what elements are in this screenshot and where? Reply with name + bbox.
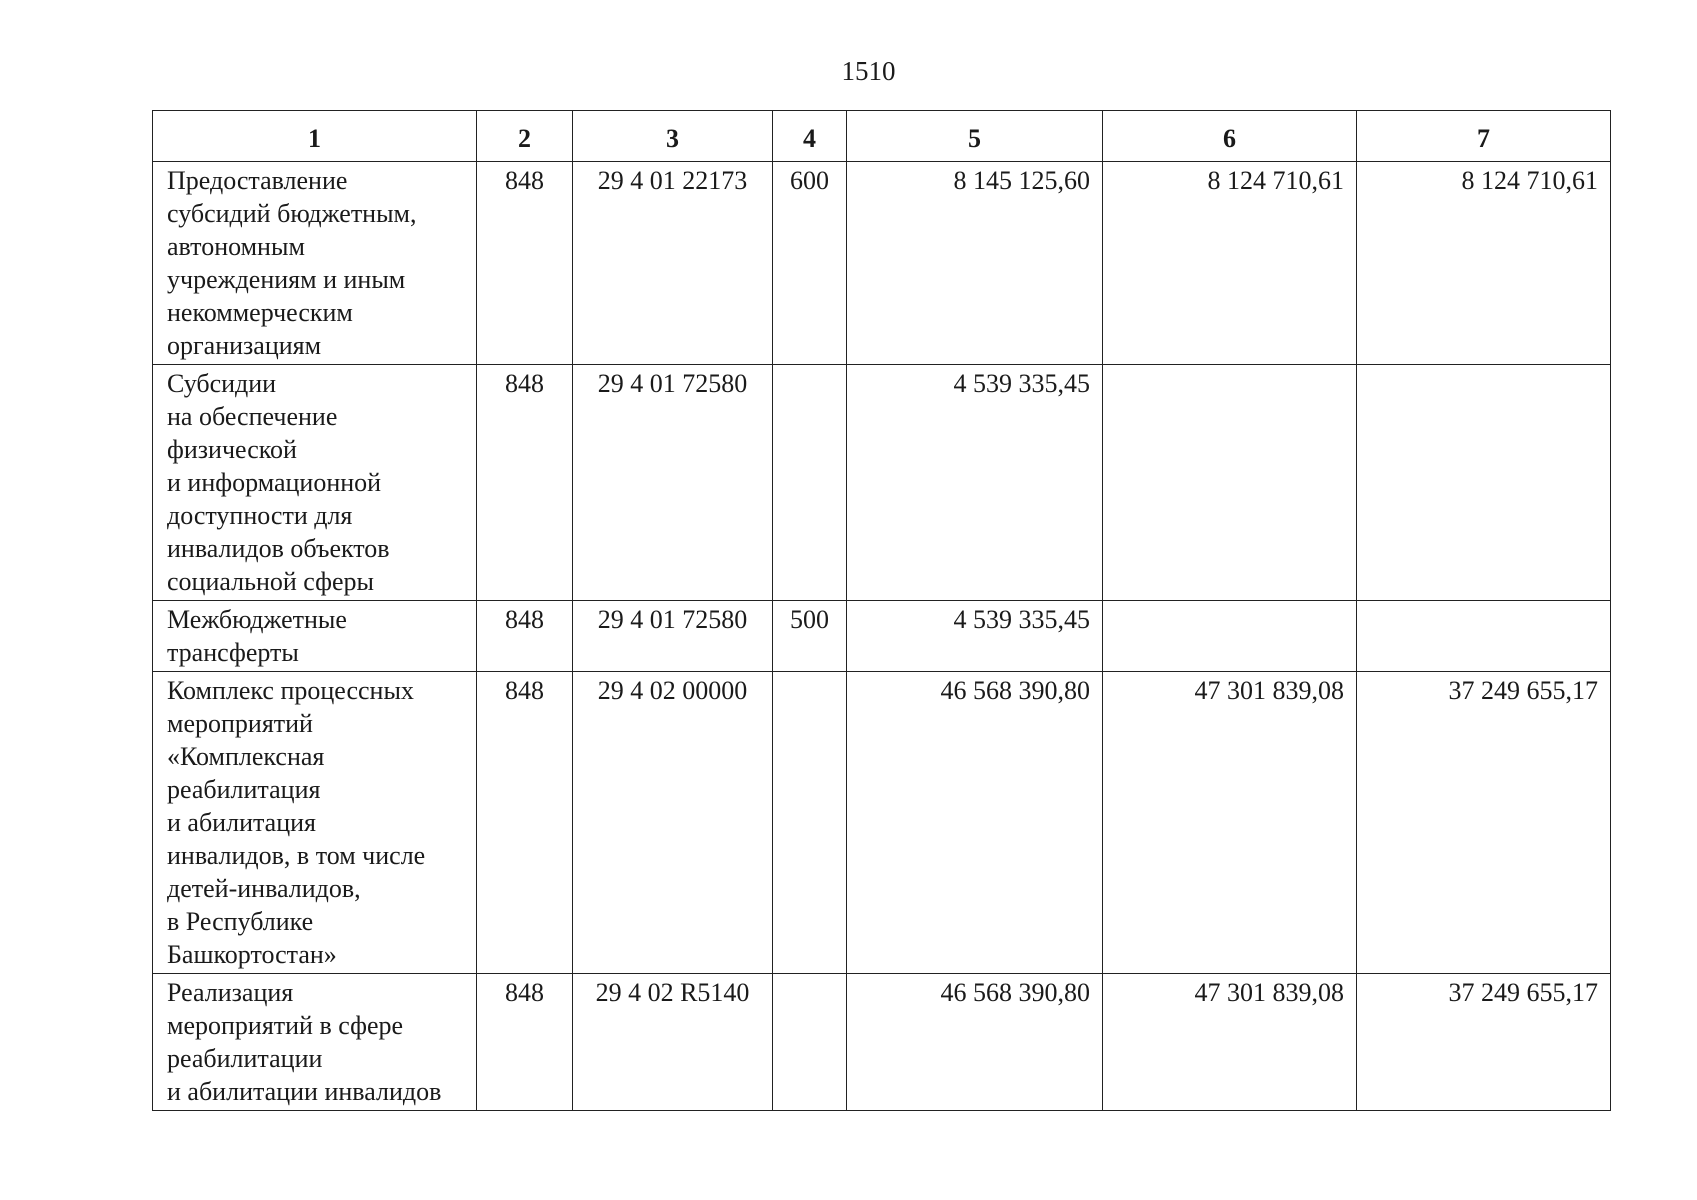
row-kcsr-cell: 29 4 01 22173	[573, 162, 773, 365]
row-amount-1-cell: 46 568 390,80	[847, 974, 1103, 1111]
table-row	[153, 601, 1611, 672]
header-row	[153, 111, 1611, 162]
row-amount-3-cell: 8 124 710,61	[1357, 162, 1611, 365]
row-kcsr-cell: 29 4 01 72580	[573, 365, 773, 601]
row-name-line: доступности для	[167, 501, 353, 530]
row-name-line: инвалидов объектов	[167, 534, 390, 563]
row-name-line: Комплекс процессных	[167, 676, 414, 705]
row-kvr-cell: 600	[773, 162, 847, 365]
row-amount-1-cell: 4 539 335,45	[847, 365, 1103, 601]
row-name-line: Башкортостан»	[167, 940, 337, 969]
row-name-line: мероприятий в сфере	[167, 1011, 404, 1040]
row-amount-2-cell: 8 124 710,61	[1103, 162, 1357, 365]
row-name-line: трансферты	[167, 638, 299, 667]
row-kvr-cell	[773, 365, 847, 601]
row-code-cell: 848	[477, 365, 573, 601]
row-name-cell	[153, 601, 477, 672]
row-kvr-cell	[773, 672, 847, 974]
row-name-cell	[153, 162, 477, 365]
row-name-line: автономным	[167, 232, 305, 261]
row-name-line: социальной сферы	[167, 567, 375, 596]
row-code-cell: 848	[477, 601, 573, 672]
row-name-line: Реализация	[167, 978, 294, 1007]
row-amount-1-cell: 8 145 125,60	[847, 162, 1103, 365]
row-name-line: субсидий бюджетным,	[167, 199, 417, 228]
row-amount-3-cell: 37 249 655,17	[1357, 672, 1611, 974]
row-code-cell: 848	[477, 974, 573, 1111]
row-name-line: «Комплексная	[167, 742, 325, 771]
row-name-cell	[153, 974, 477, 1111]
table-row	[153, 365, 1611, 601]
table-row	[153, 672, 1611, 974]
row-name-line: реабилитации	[167, 1044, 323, 1073]
row-amount-1-cell: 4 539 335,45	[847, 601, 1103, 672]
row-amount-2-cell: 47 301 839,08	[1103, 974, 1357, 1111]
row-amount-1-cell: 46 568 390,80	[847, 672, 1103, 974]
row-code-cell: 848	[477, 672, 573, 974]
table-row	[153, 162, 1611, 365]
row-code-cell: 848	[477, 162, 573, 365]
row-amount-2-cell	[1103, 601, 1357, 672]
budget-table	[152, 110, 1611, 1111]
row-name-line: некоммерческим	[167, 298, 353, 327]
row-name-line: организациям	[167, 331, 322, 360]
row-name-line: мероприятий	[167, 709, 313, 738]
row-amount-2-cell: 47 301 839,08	[1103, 672, 1357, 974]
column-header: 6	[1103, 111, 1357, 162]
row-name-line: и информационной	[167, 468, 382, 497]
page-number: 1510	[841, 56, 896, 86]
column-header: 3	[573, 111, 773, 162]
row-name-line: на обеспечение	[167, 402, 338, 431]
column-header: 5	[847, 111, 1103, 162]
row-amount-3-cell: 37 249 655,17	[1357, 974, 1611, 1111]
row-name-line: реабилитация	[167, 775, 321, 804]
table-row	[153, 974, 1611, 1111]
column-header: 1	[153, 111, 477, 162]
column-header: 7	[1357, 111, 1611, 162]
row-amount-3-cell	[1357, 601, 1611, 672]
row-kvr-cell: 500	[773, 601, 847, 672]
column-header: 2	[477, 111, 573, 162]
row-kvr-cell	[773, 974, 847, 1111]
row-name-line: учреждениям и иным	[167, 265, 406, 294]
row-kcsr-cell: 29 4 01 72580	[573, 601, 773, 672]
row-name-line: и абилитация	[167, 808, 316, 837]
row-kcsr-cell: 29 4 02 R5140	[573, 974, 773, 1111]
column-header: 4	[773, 111, 847, 162]
row-name-line: физической	[167, 435, 297, 464]
row-amount-2-cell	[1103, 365, 1357, 601]
row-amount-3-cell	[1357, 365, 1611, 601]
row-name-cell	[153, 365, 477, 601]
row-name-line: инвалидов, в том числе	[167, 841, 426, 870]
row-name-line: в Республике	[167, 907, 314, 936]
row-name-line: Предоставление	[167, 166, 348, 195]
row-name-line: детей-инвалидов,	[167, 874, 361, 903]
row-name-line: и абилитации инвалидов	[167, 1077, 442, 1106]
row-kcsr-cell: 29 4 02 00000	[573, 672, 773, 974]
row-name-line: Субсидии	[167, 369, 277, 398]
row-name-cell	[153, 672, 477, 974]
row-name-line: Межбюджетные	[167, 605, 347, 634]
